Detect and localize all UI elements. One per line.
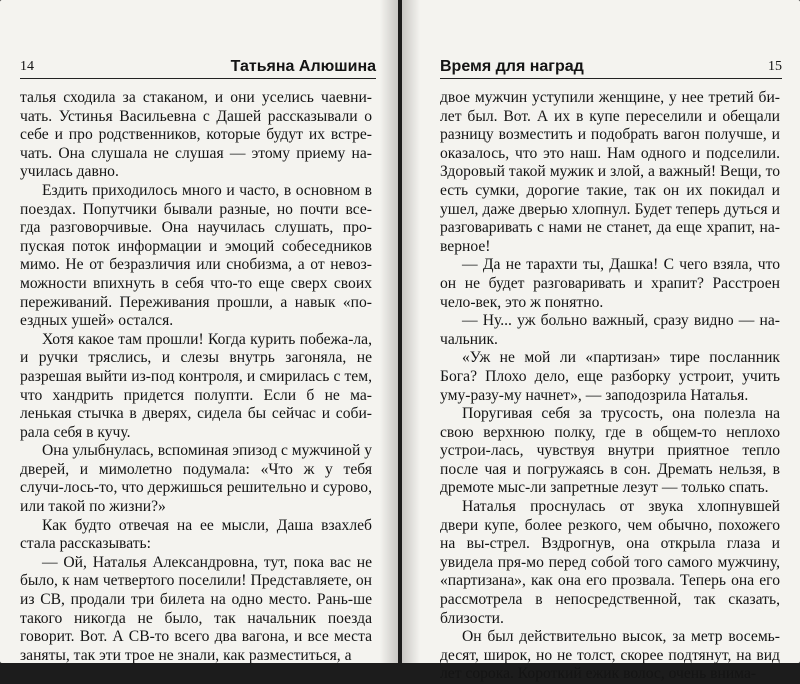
page-number: 15 — [768, 59, 782, 74]
paragraph: — Да не тарахти ты, Дашка! С чего взяла, что он не будет разговаривать и храпит? Расстроен чело-век, это ж понятно. — [440, 256, 780, 311]
paragraph: двое мужчин уступили женщине, у нее третий би-лет был. Вот. А их в купе переселили и обещали разницу возместить и подобрать вагон получше, и оказалось, что это наш. Нам одного и подселили. Здоровый такой мужик и злой, а важный! Вещи, то есть сумки, дорогие такие, так он их покидал и ушел, даже дверью хлопнул. Будет теперь дуться и разговаривать с нами не станет, да еще храпит, на-верное! — [440, 89, 780, 255]
paragraph: Наталья проснулась от звука хлопнувшей двери купе, более резкого, чем обычно, похожего на вы-стрел. Вздрогнув, она открыла глаза и увидела пря-мо перед собой того самого мужчину, «партизана», как она его прозвала. Теперь она его рассмотрела в непосредственной, так сказать, близости. — [440, 498, 780, 627]
running-header — [20, 54, 376, 79]
paragraph: «Уж не мой ли «партизан» тире посланник Бога? Плохо дело, еще разборку устроит, учить уму-разу-му начнет», — заподозрила Наталья. — [440, 349, 780, 404]
right-page — [402, 0, 800, 683]
page-number: 14 — [20, 59, 34, 74]
paragraph: Он был действительно высок, за метр восемь-десят, широк, но не толст, скорее подтянут, на вид лет сорока. Короткий ежик волос, очень внима- — [440, 628, 780, 683]
paragraph: Как будто отвечая на ее мысли, Даша взахлеб стала рассказывать: — [20, 516, 372, 553]
running-head-title: Время для наград — [440, 58, 584, 75]
paragraph: талья сходила за стаканом, и они уселись чаевни-чать. Устинья Васильевна с Дашей рассказывали о себе и про родственников, которые будут их встре-чать. Она слушала не слушая — этому приему на-училась давно. — [20, 89, 372, 181]
running-head-author: Татьяна Алюшина — [230, 58, 376, 75]
paragraph: Ездить приходилось много и часто, в основном в поездах. Попутчики бывали разные, но почти все-гда разговорчивые. Она научилась слушать, про-пуская поток информации и эмоций собеседников мимо. Не от безразличия или снобизма, а от невоз-можности впихнуть в себя что-то еще сверх своих переживаний. Переживания прошли, а навык «по-ездных ушей» остался. — [20, 181, 372, 330]
running-header — [440, 54, 782, 79]
paragraph: Поругивая себя за трусость, она полезла на свою верхнюю полку, где в общем-то неплохо устрои-лась, чувствуя внутри приятное тепло после чая и погружаясь в сон. Дремать нельзя, в дремоте мыс-ли запретные лезут — только спать. — [440, 405, 780, 497]
gutter-shadow — [380, 0, 398, 663]
paragraph: — Ну... уж больно важный, сразу видно — на-чальник. — [440, 312, 780, 348]
paragraph: — Ой, Наталья Александровна, тут, пока вас не было, к нам четвертого поселили! Представляете, он из СВ, продали три билета на одно место. Рань-ше такого никогда не было, так начальник поезда говорит. Вот. А СВ-то всего два вагона, и все места заняты, так эти трое не знали, как разместиться, а — [20, 553, 372, 664]
paragraph: Хотя какое там прошли! Когда курить побежа-ла, и ручки тряслись, и слезы внутрь загоняла, не разрешая выйти из-под контроля, и смирилась с тем, что хандрить придется полупти. Если б не ма-ленькая стычка в дверях, сидела бы сейчас и соби-рала себя в кучу. — [20, 330, 372, 441]
gutter-shadow — [402, 0, 420, 663]
body-text — [20, 89, 372, 665]
left-page — [0, 0, 398, 663]
body-text — [440, 89, 780, 684]
paragraph: Она улыбнулась, вспоминая эпизод с мужчиной у дверей, и мимолетно подумала: «Что ж у тебя случи-лось-то, что держишься решительно и сурово, или такой по жизни?» — [20, 442, 372, 516]
